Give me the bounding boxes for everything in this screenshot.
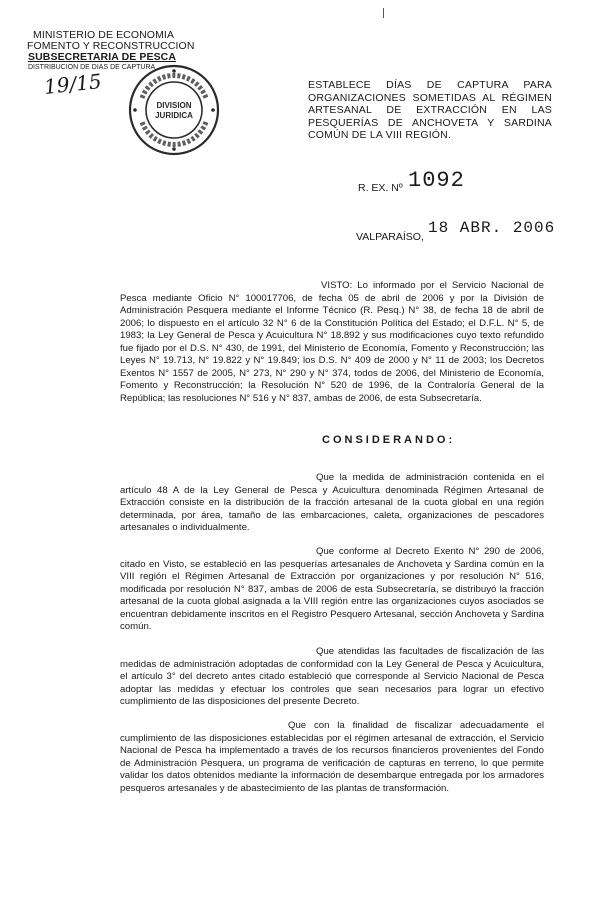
ministry-line: MINISTERIO DE ECONOMIA	[33, 29, 175, 41]
visto-lead: VISTO:	[321, 280, 353, 291]
division-juridica-stamp	[126, 62, 222, 158]
visto-paragraph	[120, 280, 544, 405]
distribution-line: DISTRIBUCION DE DIAS DE CAPTURA	[28, 64, 156, 71]
considerando-text-2: Que conforme al Decreto Exento N° 290 de 2006, citado en Visto, se estableció en las pesquerías artesanales de Anchoveta y Sardina común en la VIII región el Régimen Artesanal de Extracción por organizaciones y por resolución N° 516, modificada por resolución N° 837, ambas de 2006 de esta Subsecretaría, se distribuyó la fracción artesanal de la cuota global asignada a la VIII región entre las organizaciones cuyos asociados se encuentran debidamente inscritos en el Registro Pesquero Artesanal, sección Anchoveta y Sardina común.	[120, 546, 544, 632]
considerando-text-3: Que atendidas las facultades de fiscalización de las medidas de administración adoptadas de conformidad con la Ley General de Pesca y Acuicultura, el artículo 3° del decreto antes citado estableció que corresponde al Servicio Nacional de Pesca adoptar las medidas y efectuar los controles que sean necesarios para lograr un efectivo cumplimiento de las disposiciones del presente Decreto.	[120, 646, 544, 707]
considerando-4	[120, 720, 544, 795]
considerando-text-1: Que la medida de administración contenida en el artículo 48 A de la Ley General de Pesca y Acuicultura denominada Régimen Artesanal de Extracción consiste en la distribución de la fracción artesanal de la cuota global en una región determinada, por área, tamaño de las embarcaciones, caleta, organizaciones de pescadores artesanales o individualmente.	[120, 472, 544, 533]
stamp-inner-line-1: DIVISION	[156, 101, 192, 110]
handwritten-initials: 19/15	[42, 69, 103, 99]
place: VALPARAÍSO,	[356, 231, 424, 243]
considerando-2	[120, 546, 544, 634]
considerando-text-4: Que con la finalidad de fiscalizar adecuadamente el cumplimiento de las disposiciones establecidas por el régimen artesanal de extracción, el Servicio Nacional de Pesca ha implementado a través de los recursos financieros provenientes del Fondo de Administración Pesquera, un programa de verificación de capturas en terreno, lo que permite validar los datos obtenidos mediante la información de desembarque entregada por los armadores pesqueros artesanales y de abastecimiento de las plantas de transformación.	[120, 720, 544, 794]
considerando-3	[120, 646, 544, 709]
stamp-inner-line-2: JURIDICA	[155, 111, 193, 120]
considerando-heading: CONSIDERANDO:	[322, 434, 456, 446]
ministry-line-2: FOMENTO Y RECONSTRUCCION	[27, 40, 195, 52]
date-stamp: 18 ABR. 2006	[428, 219, 556, 237]
resolution-number: 1092	[408, 168, 465, 193]
top-mark	[383, 8, 384, 18]
considerando-1	[120, 472, 544, 535]
visto-text: Lo informado por el Servicio Nacional de Pesca mediante Oficio N° 100017706, de fecha 05 de abril de 2006 y por la División de Administración Pesquera mediante el Informe Técnico (R. Pesq.) N° 38, de fecha 18 de abril de 2006; lo dispuesto en el artículo 32 N° 6 de la Constitución Política del Estado; el D.F.L. N° 5, de 1983; la Ley General de Pesca y Acuicultura N° 18.892 y sus modificaciones cuyo texto refundido fue fijado por el D.S. N° 430, de 1991, del Ministerio de Economía, Fomento y Reconstrucción; las Leyes N° 19.713, N° 19.822 y N° 19.849; los D.S. N° 409 de 2000 y N° 11 de 2003; los Decretos Exentos N° 1557 de 2005, N° 273, N° 290 y N° 374, todos de 2006, del Ministerio de Economía, Fomento y Reconstrucción; la Resolución N° 520 de 1996, de la Contraloría General de la República; las resoluciones N° 516 y N° 837, ambas de 2006, de esta Subsecretaría.	[120, 280, 545, 404]
resolution-label: R. EX. Nº	[358, 182, 403, 194]
resolution-title: ESTABLECE DÍAS DE CAPTURA PARA ORGANIZACIONES SOMETIDAS AL RÉGIMEN ARTESANAL DE EXTRACCIÓN EN LAS PESQUERÍAS DE ANCHOVETA Y SARDINA COMÚN DE LA VIII REGIÓN.	[308, 79, 552, 141]
subsecretaria-line: SUBSECRETARIA DE PESCA	[28, 51, 177, 63]
